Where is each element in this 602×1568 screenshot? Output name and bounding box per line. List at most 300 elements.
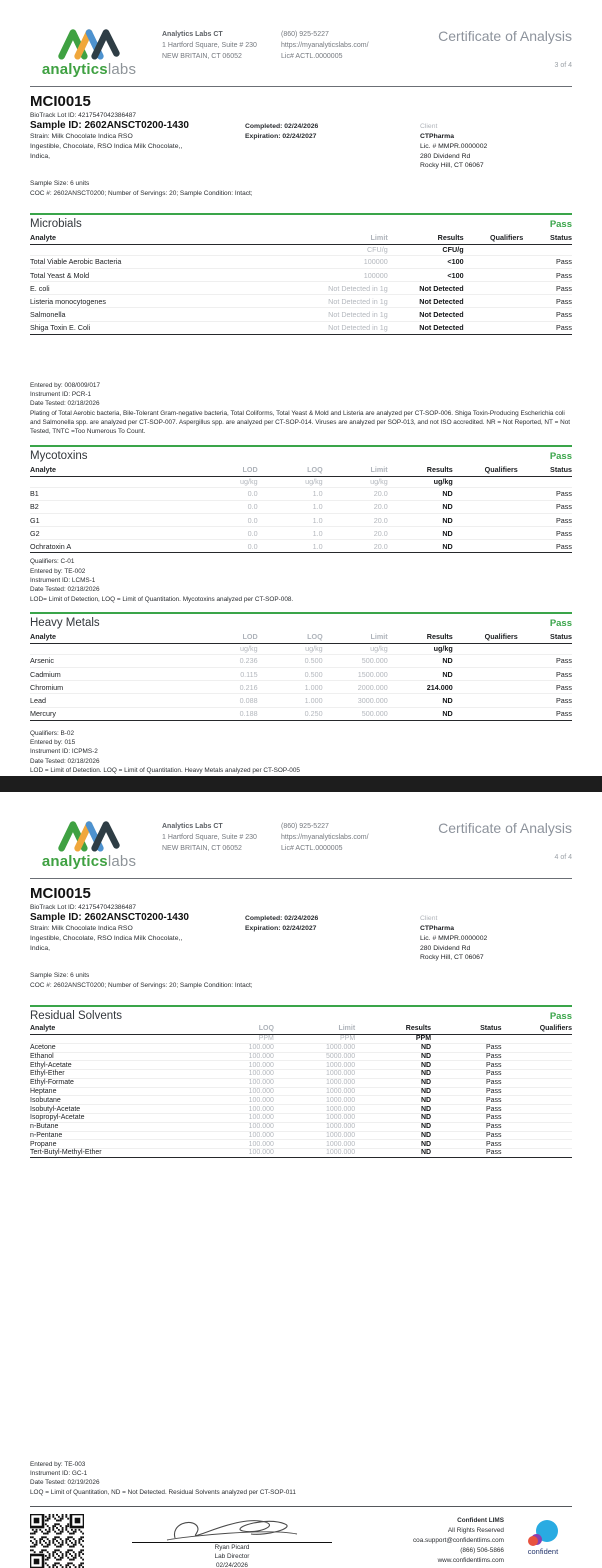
text-line: LOQ = Limit of Quantitation, ND = Not Detected. Residual Solvents analyzed per CT-SOP-011: [30, 1488, 296, 1496]
table-cell: <100: [447, 257, 464, 267]
doc-title: Certificate of Analysis: [438, 28, 572, 44]
sample-size: Sample Size: 6 units: [30, 972, 90, 980]
table-row: [30, 1149, 572, 1158]
column-header: Results: [355, 1024, 431, 1035]
units-cell: CFU/g: [366, 244, 388, 254]
text-line: Confident LIMS: [457, 1517, 504, 1524]
table-cell: 3000.000: [357, 696, 388, 706]
signer-title: Lab Director: [214, 1552, 250, 1560]
column-header: Limit: [323, 631, 388, 644]
table-cell: 0.0: [247, 541, 258, 551]
client-license: Lic. # MMPR.0000002: [420, 142, 488, 150]
lab-contact-block: [281, 818, 386, 855]
units-cell: [518, 643, 572, 654]
table-cell: 500.000: [361, 709, 388, 719]
table-cell: Mercury: [30, 709, 56, 719]
table-cell: 1000.000: [325, 1061, 356, 1069]
table-cell: Pass: [485, 1105, 502, 1113]
client-address2: Rocky Hill, CT 06067: [420, 162, 484, 170]
table-cell: ND: [442, 541, 453, 551]
table-header-row: [30, 464, 572, 477]
table-cell: Isopropyl-Acetate: [30, 1114, 85, 1122]
text-line: Instrument ID: PCR-1: [30, 391, 92, 399]
text-line: coa.support@confidentlims.com: [412, 1536, 504, 1544]
confident-logo-icon: [528, 1520, 558, 1546]
units-cell: [453, 643, 518, 654]
table-cell: ND: [442, 696, 453, 706]
section-header: [30, 215, 572, 232]
table-cell: B2: [30, 502, 39, 512]
table-cell: 100.000: [248, 1061, 274, 1069]
table-cell: [502, 1131, 572, 1140]
units-cell: [30, 476, 193, 487]
table-cell: Pass: [556, 696, 572, 706]
biotrack-lot-id: BioTrack Lot ID: 4217547042386487: [30, 904, 137, 911]
table-cell: Pass: [556, 502, 572, 512]
table-cell: 0.0: [247, 515, 258, 525]
table-cell: Total Yeast & Mold: [30, 270, 90, 280]
table-cell: 1000.000: [325, 1123, 356, 1131]
table-cell: [464, 255, 524, 268]
table-cell: 0.115: [240, 669, 258, 679]
table-row: [30, 295, 572, 308]
table-row: [30, 1140, 572, 1149]
table-cell: Pass: [485, 1140, 502, 1148]
units-cell: CFU/g: [442, 244, 464, 254]
table-row: [30, 1122, 572, 1131]
table-row: [30, 513, 572, 526]
table-cell: 1.0: [312, 489, 323, 499]
table-cell: Pass: [556, 656, 572, 666]
column-header: Analyte: [30, 1024, 193, 1035]
table-cell: Not Detected in 1g: [328, 323, 388, 333]
table-cell: Pass: [485, 1052, 502, 1060]
table-cell: ND: [420, 1105, 432, 1113]
table-row: [30, 487, 572, 500]
table-cell: ND: [442, 669, 453, 679]
table-header-row: [30, 1024, 572, 1035]
matrix-line1: Ingestible, Chocolate, RSO Indica Milk Chocolate,,: [30, 142, 183, 150]
table-cell: 100.000: [248, 1070, 274, 1078]
column-header: Status: [518, 631, 572, 644]
table-cell: 1.0: [312, 515, 323, 525]
header-right: [438, 818, 572, 861]
table-cell: ND: [420, 1044, 432, 1052]
residual-solvents-table: [30, 1024, 572, 1158]
table-cell: 5000.000: [325, 1052, 356, 1060]
table-cell: 1000.000: [325, 1088, 356, 1096]
lab-company-name: Analytics Labs CT: [162, 31, 223, 38]
units-cell: [453, 476, 518, 487]
table-cell: Pass: [556, 528, 572, 538]
sample-dates-col: [245, 120, 380, 171]
table-cell: [502, 1043, 572, 1052]
table-cell: Ochratoxin A: [30, 541, 72, 551]
table-cell: Pass: [556, 489, 572, 499]
table-cell: Chromium: [30, 682, 64, 692]
column-header: Limit: [323, 464, 388, 477]
table-cell: ND: [420, 1114, 432, 1122]
client-block: [420, 120, 572, 171]
table-cell: Tert-Butyl-Methyl-Ether: [30, 1149, 102, 1157]
units-cell: [518, 476, 572, 487]
column-header: Analyte: [30, 232, 268, 245]
table-cell: [502, 1149, 572, 1158]
table-row: [30, 540, 572, 553]
table-cell: Pass: [556, 270, 572, 280]
text-line: Date Tested: 02/18/2026: [30, 757, 100, 765]
lab-address-line2: NEW BRITAIN, CT 06052: [162, 844, 242, 852]
table-cell: [464, 308, 524, 321]
table-cell: 2000.000: [357, 682, 388, 692]
table-cell: 1.0: [312, 541, 323, 551]
table-cell: 0.216: [239, 682, 258, 692]
table-cell: [453, 513, 518, 526]
table-cell: Cadmium: [30, 669, 61, 679]
coc-block: [30, 179, 572, 205]
table-cell: <100: [447, 270, 464, 280]
table-row: [30, 654, 572, 667]
matrix-line2: Indica,: [30, 152, 51, 160]
column-header: LOQ: [193, 1024, 274, 1035]
units-cell: ug/kg: [370, 643, 388, 653]
table-cell: [453, 487, 518, 500]
table-cell: Shiga Toxin E. Coli: [30, 323, 91, 333]
table-cell: 100.000: [248, 1079, 274, 1087]
units-cell: [30, 244, 268, 255]
lab-address-block: [162, 26, 267, 63]
client-address1: 280 Dividend Rd: [420, 152, 471, 160]
section-residual-solvents: [30, 1005, 572, 1158]
status-badge: Pass: [549, 1010, 572, 1022]
table-row: [30, 500, 572, 513]
units-cell: PPM: [340, 1034, 356, 1042]
table-cell: [502, 1113, 572, 1122]
table-cell: Arsenic: [30, 656, 54, 666]
text-line: Instrument ID: LCMS-1: [30, 577, 96, 585]
units-row: [30, 1034, 572, 1043]
column-header: Qualifiers: [453, 464, 518, 477]
table-cell: Pass: [485, 1079, 502, 1087]
column-header: Results: [388, 232, 464, 245]
units-cell: [30, 643, 193, 654]
table-cell: 1000.000: [325, 1140, 356, 1148]
table-cell: 100.000: [248, 1123, 274, 1131]
table-cell: ND: [442, 515, 453, 525]
client-license: Lic. # MMPR.0000002: [420, 934, 488, 942]
lab-address-line1: 1 Hartford Square, Suite # 230: [162, 41, 257, 49]
table-cell: 1000.000: [325, 1070, 356, 1078]
table-cell: B1: [30, 489, 39, 499]
table-cell: 1000.000: [325, 1131, 356, 1139]
expiration-date: Expiration: 02/24/2027: [245, 925, 317, 933]
units-cell: ug/kg: [240, 643, 258, 653]
column-header: LOD: [193, 631, 258, 644]
table-cell: [453, 694, 518, 707]
text-line: Date Tested: 02/18/2026: [30, 586, 100, 594]
table-cell: Not Detected in 1g: [328, 283, 388, 293]
client-label: Client: [420, 123, 438, 130]
table-cell: 100.000: [248, 1131, 274, 1139]
column-header: Qualifiers: [453, 631, 518, 644]
table-cell: 1000.000: [325, 1079, 356, 1087]
column-header: Results: [388, 464, 453, 477]
confident-logo-text: confident: [527, 1547, 559, 1556]
units-cell: [464, 244, 524, 255]
column-header: Status: [431, 1024, 501, 1035]
column-header: Qualifiers: [464, 232, 524, 245]
coc-line: COC #: 2602ANSCT0200; Number of Servings: 20; Sample Condition: Intact;: [30, 981, 253, 989]
table-cell: 0.0: [247, 528, 258, 538]
section-title: Microbials: [30, 217, 82, 230]
table-cell: ND: [420, 1131, 432, 1139]
microbials-table: [30, 232, 572, 335]
table-cell: [464, 282, 524, 295]
page-header: [30, 818, 572, 879]
table-row: [30, 1087, 572, 1096]
table-row: [30, 1052, 572, 1061]
lab-contact-block: [281, 26, 386, 63]
sample-left-col: [30, 912, 245, 963]
sample-left-col: [30, 120, 245, 171]
table-cell: 20.0: [373, 528, 388, 538]
text-line: Entered by: 008/009/017: [30, 381, 100, 389]
table-cell: 100.000: [248, 1096, 274, 1104]
report-id: MCI0015: [30, 93, 91, 110]
completed-date: Completed: 02/24/2026: [245, 915, 319, 922]
page-header: [30, 26, 572, 87]
table-cell: ND: [420, 1061, 432, 1069]
section-microbials: [30, 213, 572, 335]
client-block: [420, 912, 572, 963]
table-cell: 214.000: [426, 682, 453, 692]
completed-date: Completed: 02/24/2026: [245, 123, 319, 130]
coc-block: [30, 971, 572, 997]
lab-website: https://myanalyticslabs.com/: [281, 833, 369, 841]
table-cell: [502, 1096, 572, 1105]
table-cell: G2: [30, 528, 40, 538]
text-line: Date Tested: 02/18/2026: [30, 400, 100, 408]
table-cell: 100000: [363, 270, 388, 280]
text-line: Date Tested: 02/19/2026: [30, 1479, 100, 1487]
table-cell: Pass: [556, 669, 572, 679]
table-cell: Isobutane: [30, 1096, 61, 1104]
table-cell: ND: [420, 1149, 432, 1157]
column-header: Status: [523, 232, 572, 245]
text-line: Qualifiers: B-02: [30, 729, 75, 737]
matrix-line1: Ingestible, Chocolate, RSO Indica Milk Chocolate,,: [30, 934, 183, 942]
table-cell: 1000.000: [325, 1044, 356, 1052]
table-cell: Pass: [556, 541, 572, 551]
coa-page-1: [0, 0, 602, 776]
table-cell: 0.0: [247, 502, 258, 512]
table-cell: Ethyl-Ether: [30, 1070, 65, 1078]
strain: Strain: Milk Chocolate Indica RSO: [30, 133, 133, 140]
biotrack-lot-id: BioTrack Lot ID: 4217547042386487: [30, 112, 137, 119]
table-cell: Lead: [30, 696, 46, 706]
table-header-row: [30, 631, 572, 644]
table-cell: 0.088: [239, 696, 258, 706]
table-cell: n-Pentane: [30, 1131, 63, 1139]
table-row: [30, 1043, 572, 1052]
client-label: Client: [420, 915, 438, 922]
table-cell: Pass: [556, 310, 572, 320]
page-footer: [30, 1506, 572, 1568]
confident-logo: [514, 1514, 572, 1556]
lab-address-block: [162, 818, 267, 855]
section-mycotoxins: [30, 445, 572, 554]
mycotoxins-table: [30, 464, 572, 554]
table-cell: 0.0: [247, 489, 258, 499]
text-line: Entered by: 015: [30, 739, 76, 747]
table-cell: Pass: [556, 257, 572, 267]
table-cell: [502, 1105, 572, 1114]
units-row: [30, 643, 572, 654]
table-cell: [453, 707, 518, 720]
column-header: Results: [388, 631, 453, 644]
units-cell: [523, 244, 572, 255]
table-row: [30, 1113, 572, 1122]
column-header: LOQ: [258, 464, 323, 477]
blank-space: [30, 1158, 572, 1456]
table-cell: 20.0: [373, 541, 388, 551]
table-cell: 0.500: [304, 669, 323, 679]
table-row: [30, 1096, 572, 1105]
signer-name: Ryan Picard: [214, 1544, 250, 1551]
lab-address-line2: NEW BRITAIN, CT 06052: [162, 52, 242, 60]
table-cell: ND: [420, 1140, 432, 1148]
text-line: Qualifiers: C-01: [30, 558, 75, 566]
lab-logo: [30, 818, 148, 870]
table-cell: 100.000: [248, 1105, 274, 1113]
table-cell: Ethyl-Formate: [30, 1079, 74, 1087]
table-cell: [502, 1052, 572, 1061]
wordmark-labs: labs: [107, 61, 137, 78]
signature-line: [132, 1542, 332, 1543]
section-title: Residual Solvents: [30, 1009, 123, 1022]
table-cell: 100.000: [248, 1052, 274, 1060]
signature-block: [117, 1514, 347, 1568]
table-cell: 0.250: [304, 709, 323, 719]
table-cell: Pass: [556, 323, 572, 333]
table-row: [30, 1070, 572, 1079]
table-cell: [453, 527, 518, 540]
table-cell: [453, 654, 518, 667]
table-row: [30, 321, 572, 334]
section-title: Mycotoxins: [30, 449, 88, 462]
table-cell: ND: [442, 489, 453, 499]
table-cell: Pass: [485, 1131, 502, 1139]
table-cell: 1.000: [304, 696, 323, 706]
table-cell: G1: [30, 515, 40, 525]
heavy-metals-table: [30, 631, 572, 721]
lab-address-line1: 1 Hartford Square, Suite # 230: [162, 833, 257, 841]
table-cell: Pass: [556, 682, 572, 692]
table-row: [30, 681, 572, 694]
section-header: [30, 614, 572, 631]
table-cell: [453, 500, 518, 513]
table-cell: Not Detected: [419, 296, 464, 306]
heavy-metals-notes: [30, 729, 572, 775]
units-cell: ug/kg: [305, 643, 323, 653]
table-cell: Pass: [485, 1061, 502, 1069]
table-cell: Pass: [485, 1123, 502, 1131]
section-header: [30, 1007, 572, 1024]
table-cell: Not Detected: [419, 323, 464, 333]
wordmark-analytics: analytics: [41, 853, 108, 870]
table-cell: Ethanol: [30, 1052, 54, 1060]
table-header-row: [30, 232, 572, 245]
residual-solvents-notes: [30, 1460, 572, 1497]
lab-company-name: Analytics Labs CT: [162, 823, 223, 830]
table-cell: Pass: [556, 283, 572, 293]
table-cell: Heptane: [30, 1088, 57, 1096]
analytics-labs-logo-icon: [57, 26, 121, 60]
table-cell: 20.0: [373, 502, 388, 512]
column-header: Limit: [274, 1024, 355, 1035]
text-line: Entered by: TE-002: [30, 567, 86, 575]
text-line: Entered by: TE-003: [30, 1460, 86, 1468]
table-cell: Pass: [485, 1096, 502, 1104]
table-cell: [502, 1087, 572, 1096]
wordmark-analytics: analytics: [41, 61, 108, 78]
table-cell: 1000.000: [325, 1105, 356, 1113]
table-cell: [453, 681, 518, 694]
table-cell: Acetone: [30, 1044, 56, 1052]
sample-size: Sample Size: 6 units: [30, 180, 90, 188]
table-cell: [453, 540, 518, 553]
table-row: [30, 707, 572, 720]
mycotoxins-notes: [30, 557, 572, 603]
table-row: [30, 1131, 572, 1140]
table-cell: 1.0: [312, 502, 323, 512]
table-cell: [502, 1061, 572, 1070]
sample-dates-col: [245, 912, 380, 963]
units-cell: ug/kg: [433, 643, 453, 653]
table-cell: E. coli: [30, 283, 50, 293]
page-separator: [0, 776, 602, 792]
wordmark-labs: labs: [107, 853, 137, 870]
report-id: MCI0015: [30, 885, 91, 902]
text-line: Instrument ID: ICPMS-2: [30, 748, 98, 756]
units-cell: PPM: [415, 1034, 432, 1042]
text-line: Instrument ID: GC-1: [30, 1470, 88, 1478]
table-cell: Salmonella: [30, 310, 66, 320]
sign-date: 02/24/2026: [215, 1561, 248, 1568]
table-row: [30, 527, 572, 540]
column-header: Analyte: [30, 464, 193, 477]
column-header: Limit: [268, 232, 387, 245]
table-cell: Not Detected in 1g: [328, 296, 388, 306]
table-cell: Ethyl-Acetate: [30, 1061, 72, 1069]
units-cell: [30, 1034, 193, 1043]
table-row: [30, 1061, 572, 1070]
text-line: Plating of Total Aerobic bacteria, Bile-Tolerant Gram-negative bacteria, Total Coliforms, Total Yeast & Mold and Listeria are analyzed per CT-SOP-006. Shiga Toxin-Producing Escherichia coli and Salmonella spp. are analyzed per CT-SOP-007. Aspergillus spp. are analyzed per CT-SOP-014. Viruses are analyzed per SOP-013, and not ISO accredited. NR = Not Reported, NT = Not Tested, TNTC =Too Numerous To Count.: [30, 409, 571, 436]
lab-logo: [30, 26, 148, 78]
units-cell: PPM: [258, 1034, 274, 1042]
table-row: [30, 268, 572, 281]
table-cell: 100.000: [248, 1044, 274, 1052]
table-cell: 0.236: [239, 656, 258, 666]
status-badge: Pass: [549, 617, 572, 629]
table-row: [30, 308, 572, 321]
text-line: LOD= Limit of Detection, LOQ = Limit of Quantitation. Mycotoxins analyzed per CT-SOP-008.: [30, 595, 294, 603]
table-cell: 20.0: [373, 515, 388, 525]
table-cell: 100.000: [248, 1114, 274, 1122]
coc-line: COC #: 2602ANSCT0200; Number of Servings: 20; Sample Condition: Intact;: [30, 189, 253, 197]
sample-id: Sample ID: 2602ANSCT0200-1430: [30, 120, 189, 131]
table-cell: 1000.000: [325, 1149, 356, 1157]
